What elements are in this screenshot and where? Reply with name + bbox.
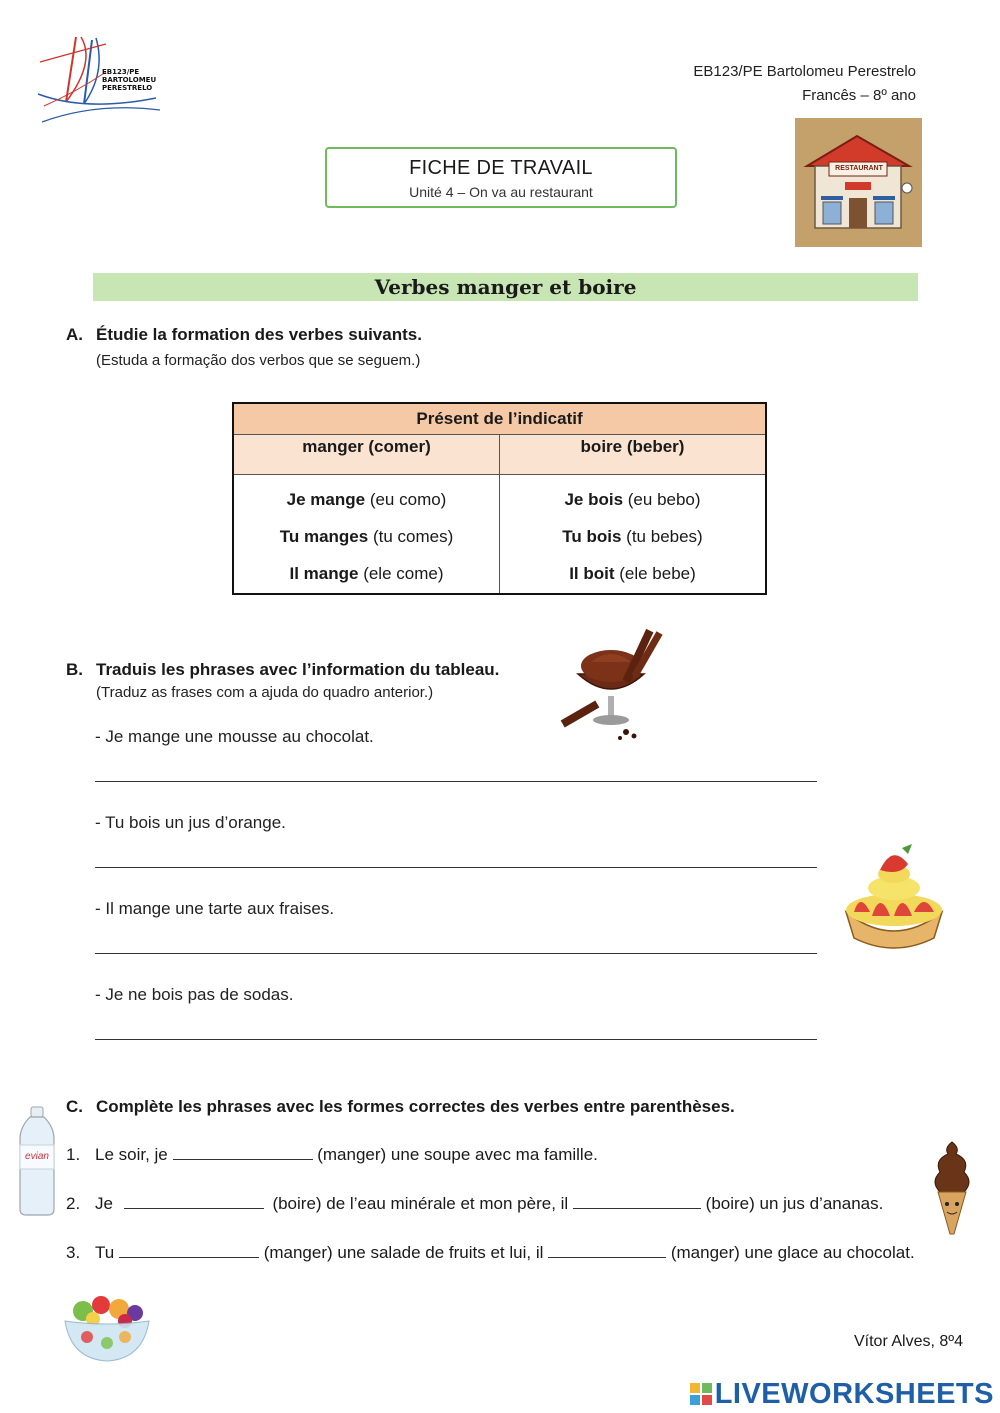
blank-4[interactable] [119,1243,259,1258]
table-row: Tu bois (tu bebes) [562,527,703,546]
phrase-2: - Tu bois un jus d’orange. [95,813,286,832]
water-bottle-image [16,1105,58,1217]
table-row: Je bois (eu bebo) [564,490,701,509]
bottle-label: evian [25,1151,49,1162]
table-row: Il boit (ele bebe) [569,564,696,583]
logo-line-2: BARTOLOMEU [102,76,157,84]
sentence-3: 3. Tu (manger) une salade de fruits et lui, il (manger) une glace au chocolat. [66,1243,915,1262]
ice-cream-image [930,1138,974,1236]
sentence-1: 1. Le soir, je (manger) une soupe avec ma famille. [66,1145,598,1164]
school-info [693,60,916,108]
table-row: Je mange (eu como) [286,490,447,509]
section-b-instruction: Traduis les phrases avec l’information du tableau. [96,660,500,679]
section-a-heading [66,325,422,345]
phrase-1: - Je mange une mousse au chocolat. [95,727,374,746]
section-c-heading [66,1097,735,1117]
blank-3[interactable] [573,1194,701,1209]
phrase-3: - Il mange une tarte aux fraises. [95,899,335,918]
liveworksheets-icon [690,1380,712,1402]
table-row: Il mange (ele come) [289,564,444,583]
section-b-translation: (Traduz as frases com a ajuda do quadro anterior.) [96,684,434,701]
liveworksheets-logo [690,1378,994,1411]
section-c-letter: C. [66,1097,83,1116]
section-b-heading [66,660,499,680]
answer-line-2[interactable] [95,867,817,868]
strawberry-tart-image [840,840,948,954]
answer-line-3[interactable] [95,953,817,954]
section-banner: Verbes manger et boire [93,273,918,301]
class-label: Francês – 8º ano [802,87,916,104]
author-name: Vítor Alves, 8º4 [853,1333,963,1350]
unit-subtitle: Unité 4 – On va au restaurant [409,184,593,200]
blank-1[interactable] [173,1145,313,1160]
school-name: EB123/PE Bartolomeu Perestrelo [693,63,916,80]
section-a-instruction: Étudie la formation des verbes suivants. [96,325,422,344]
column-header-manger: manger (comer) [233,435,500,475]
manger-conjugation [233,475,500,595]
column-header-boire: boire (beber) [500,435,767,475]
school-logo [36,32,164,124]
section-a-translation: (Estuda a formação dos verbos que se seguem.) [96,352,421,369]
liveworksheets-text: LIVEWORKSHEETS [714,1378,994,1410]
restaurant-sign: RESTAURANT [835,165,883,172]
sentence-2: 2. Je (boire) de l’eau minérale et mon père, il (boire) un jus d’ananas. [66,1194,884,1213]
page-title: FICHE DE TRAVAIL [409,157,593,179]
title-box [325,147,677,208]
blank-2[interactable] [124,1194,264,1209]
phrase-4: - Je ne bois pas de sodas. [95,985,294,1004]
section-a-letter: A. [66,325,83,344]
conjugation-table [232,402,767,595]
fruit-salad-image [63,1293,151,1363]
blank-5[interactable] [548,1243,666,1258]
section-c-instruction: Complète les phrases avec les formes correctes des verbes entre parenthèses. [96,1097,735,1116]
logo-line-3: PERESTRELO [102,84,153,92]
table-row: Tu manges (tu comes) [279,527,454,546]
boire-conjugation [500,475,767,595]
restaurant-image [795,118,922,247]
section-b-letter: B. [66,660,83,679]
chocolate-mousse-image [556,626,666,744]
answer-line-4[interactable] [95,1039,817,1040]
table-header: Présent de l’indicatif [233,403,766,435]
answer-line-1[interactable] [95,781,817,782]
logo-line-1: EB123/PE [102,68,140,76]
